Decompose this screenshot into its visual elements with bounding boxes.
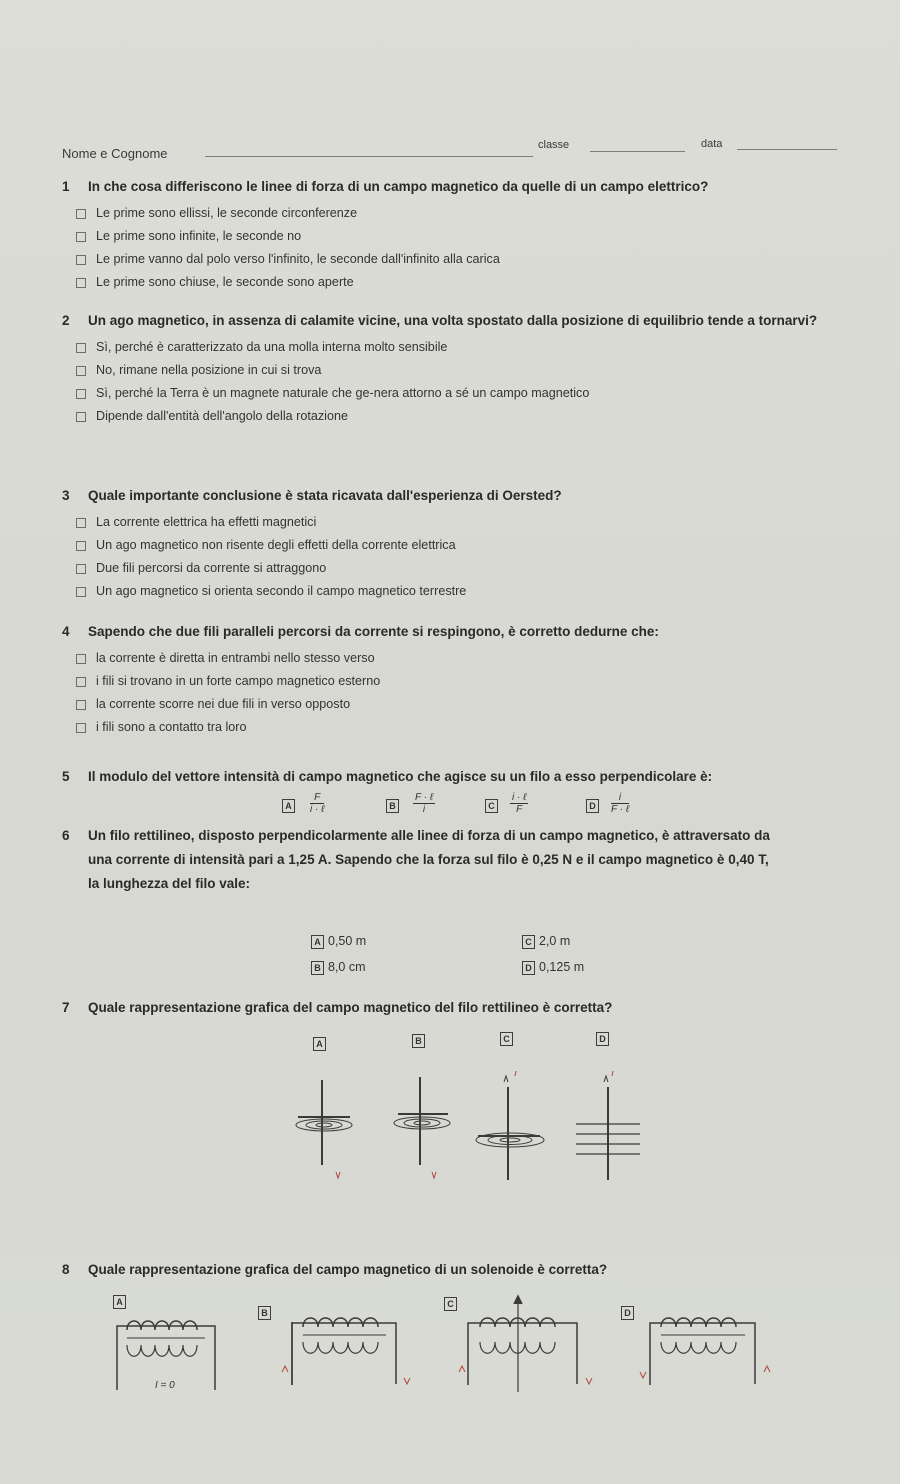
- current-zero-label: I = 0: [155, 1380, 175, 1391]
- choice-a[interactable]: A 0,50 m: [311, 934, 366, 949]
- question-text: In che cosa differiscono le linee di forza di un campo magnetico da quelle di un campo elettrico?: [88, 179, 709, 194]
- option[interactable]: Due fili percorsi da corrente si attraggono: [62, 557, 852, 580]
- figure-label-a[interactable]: A: [113, 1294, 130, 1309]
- wire-figure-a: [296, 1080, 352, 1165]
- checkbox[interactable]: [76, 278, 86, 288]
- question-6: [62, 824, 852, 896]
- figure-label-c[interactable]: C: [500, 1031, 517, 1046]
- formula-a: F i · ℓ: [310, 792, 325, 815]
- figure-label-a[interactable]: A: [313, 1036, 330, 1051]
- checkbox[interactable]: [76, 587, 86, 597]
- checkbox[interactable]: [76, 518, 86, 528]
- option[interactable]: i fili sono a contatto tra loro: [62, 716, 852, 739]
- date-label: data: [701, 138, 723, 150]
- figure-label-b[interactable]: B: [258, 1305, 275, 1320]
- checkbox[interactable]: [76, 677, 86, 687]
- question-number: 8: [62, 1262, 70, 1277]
- question-7: [62, 996, 852, 1020]
- checkbox[interactable]: [76, 255, 86, 265]
- option[interactable]: Un ago magnetico non risente degli effetti della corrente elettrica: [62, 534, 852, 557]
- question-3: [62, 484, 852, 603]
- question-number: 5: [62, 769, 70, 784]
- option[interactable]: la corrente scorre nei due fili in verso opposto: [62, 693, 852, 716]
- checkbox[interactable]: [76, 232, 86, 242]
- wire-figure-d: [576, 1076, 640, 1180]
- question-number: 3: [62, 488, 70, 503]
- checkbox[interactable]: [76, 700, 86, 710]
- question-text: Quale rappresentazione grafica del campo magnetico di un solenoide è corretta?: [88, 1262, 608, 1277]
- checkbox[interactable]: [76, 389, 86, 399]
- name-field-line[interactable]: [205, 156, 533, 157]
- checkbox[interactable]: [76, 723, 86, 733]
- choice-d[interactable]: D 0,125 m: [522, 960, 584, 975]
- solenoid-figure-d: [650, 1318, 755, 1385]
- class-field-line[interactable]: [590, 151, 685, 152]
- choice-b[interactable]: B: [386, 798, 403, 813]
- question-number: 1: [62, 179, 70, 194]
- option[interactable]: Un ago magnetico si orienta secondo il campo magnetico terrestre: [62, 580, 852, 603]
- choice-a[interactable]: A: [282, 798, 299, 813]
- choice-b[interactable]: B 8,0 cm: [311, 960, 366, 975]
- option[interactable]: la corrente è diretta in entrambi nello stesso verso: [62, 647, 852, 670]
- class-label: classe: [538, 139, 570, 151]
- option[interactable]: Le prime sono chiuse, le seconde sono aperte: [62, 271, 852, 294]
- checkbox[interactable]: [76, 654, 86, 664]
- checkbox[interactable]: [76, 366, 86, 376]
- question-1: [62, 175, 852, 294]
- formula-d: i F · ℓ: [611, 792, 630, 815]
- formula-c: i · ℓ F: [512, 792, 527, 815]
- checkbox[interactable]: [76, 564, 86, 574]
- checkbox[interactable]: [76, 209, 86, 219]
- solenoid-current-arrows: [282, 1366, 770, 1384]
- current-arrows: [336, 1071, 613, 1178]
- wire-figure-b: [394, 1077, 450, 1165]
- choice-c[interactable]: C: [485, 798, 502, 813]
- option[interactable]: Dipende dall'entità dell'angolo della rotazione: [62, 405, 852, 428]
- figure-label-c[interactable]: C: [444, 1296, 461, 1311]
- figure-label-d[interactable]: D: [596, 1031, 613, 1046]
- question-number: 4: [62, 624, 70, 639]
- question-number: 2: [62, 313, 70, 328]
- option[interactable]: i fili si trovano in un forte campo magnetico esterno: [62, 670, 852, 693]
- question-4: [62, 620, 852, 739]
- question-text: Il modulo del vettore intensità di campo magnetico che agisce su un filo a esso perpendicolare è:: [88, 769, 713, 784]
- figure-label-b[interactable]: B: [412, 1033, 429, 1048]
- choice-c[interactable]: C 2,0 m: [522, 934, 570, 949]
- option[interactable]: No, rimane nella posizione in cui si trova: [62, 359, 852, 382]
- question-8: [62, 1258, 852, 1282]
- figure-label-d[interactable]: D: [621, 1305, 638, 1320]
- name-label: Nome e Cognome: [62, 146, 168, 161]
- question-text: Sapendo che due fili paralleli percorsi da corrente si respingono, è corretto dedurne che:: [88, 624, 659, 639]
- option[interactable]: La corrente elettrica ha effetti magnetici: [62, 511, 852, 534]
- question-5: [62, 765, 852, 789]
- option[interactable]: Le prime sono ellissi, le seconde circonferenze: [62, 202, 852, 225]
- date-field-line[interactable]: [737, 149, 837, 150]
- question-number: 7: [62, 1000, 70, 1015]
- question-text: una corrente di intensità pari a 1,25 A. Sapendo che la forza sul filo è 0,25 N e il campo magnetico è 0,40 T,: [88, 852, 769, 867]
- choice-d[interactable]: D: [586, 798, 603, 813]
- option[interactable]: Le prime vanno dal polo verso l'infinito, le seconde dall'infinito alla carica: [62, 248, 852, 271]
- question-text: la lunghezza del filo vale:: [88, 876, 251, 891]
- question-2: [62, 309, 852, 428]
- checkbox[interactable]: [76, 541, 86, 551]
- wire-figure-c: [476, 1076, 544, 1180]
- question-number: 6: [62, 828, 70, 843]
- option[interactable]: Le prime sono infinite, le seconde no: [62, 225, 852, 248]
- checkbox[interactable]: [76, 343, 86, 353]
- option[interactable]: Sì, perché è caratterizzato da una molla interna molto sensibile: [62, 336, 852, 359]
- solenoid-figure-c: [468, 1296, 577, 1392]
- solenoid-figure-b: [292, 1318, 396, 1385]
- question-text: Quale rappresentazione grafica del campo magnetico del filo rettilineo è corretta?: [88, 1000, 613, 1015]
- checkbox[interactable]: [76, 412, 86, 422]
- question-text: Un ago magnetico, in assenza di calamite vicine, una volta spostato dalla posizione di equilibrio tende a tornarvi?: [88, 313, 818, 328]
- option[interactable]: Sì, perché la Terra è un magnete naturale che ge-nera attorno a sé un campo magnetico: [62, 382, 852, 405]
- question-text: Quale importante conclusione è stata ricavata dall'esperienza di Oersted?: [88, 488, 562, 503]
- formula-b: F · ℓ i: [415, 792, 434, 815]
- question-text: Un filo rettilineo, disposto perpendicolarmente alle linee di forza di un campo magnetico, è attraversato da: [88, 828, 770, 843]
